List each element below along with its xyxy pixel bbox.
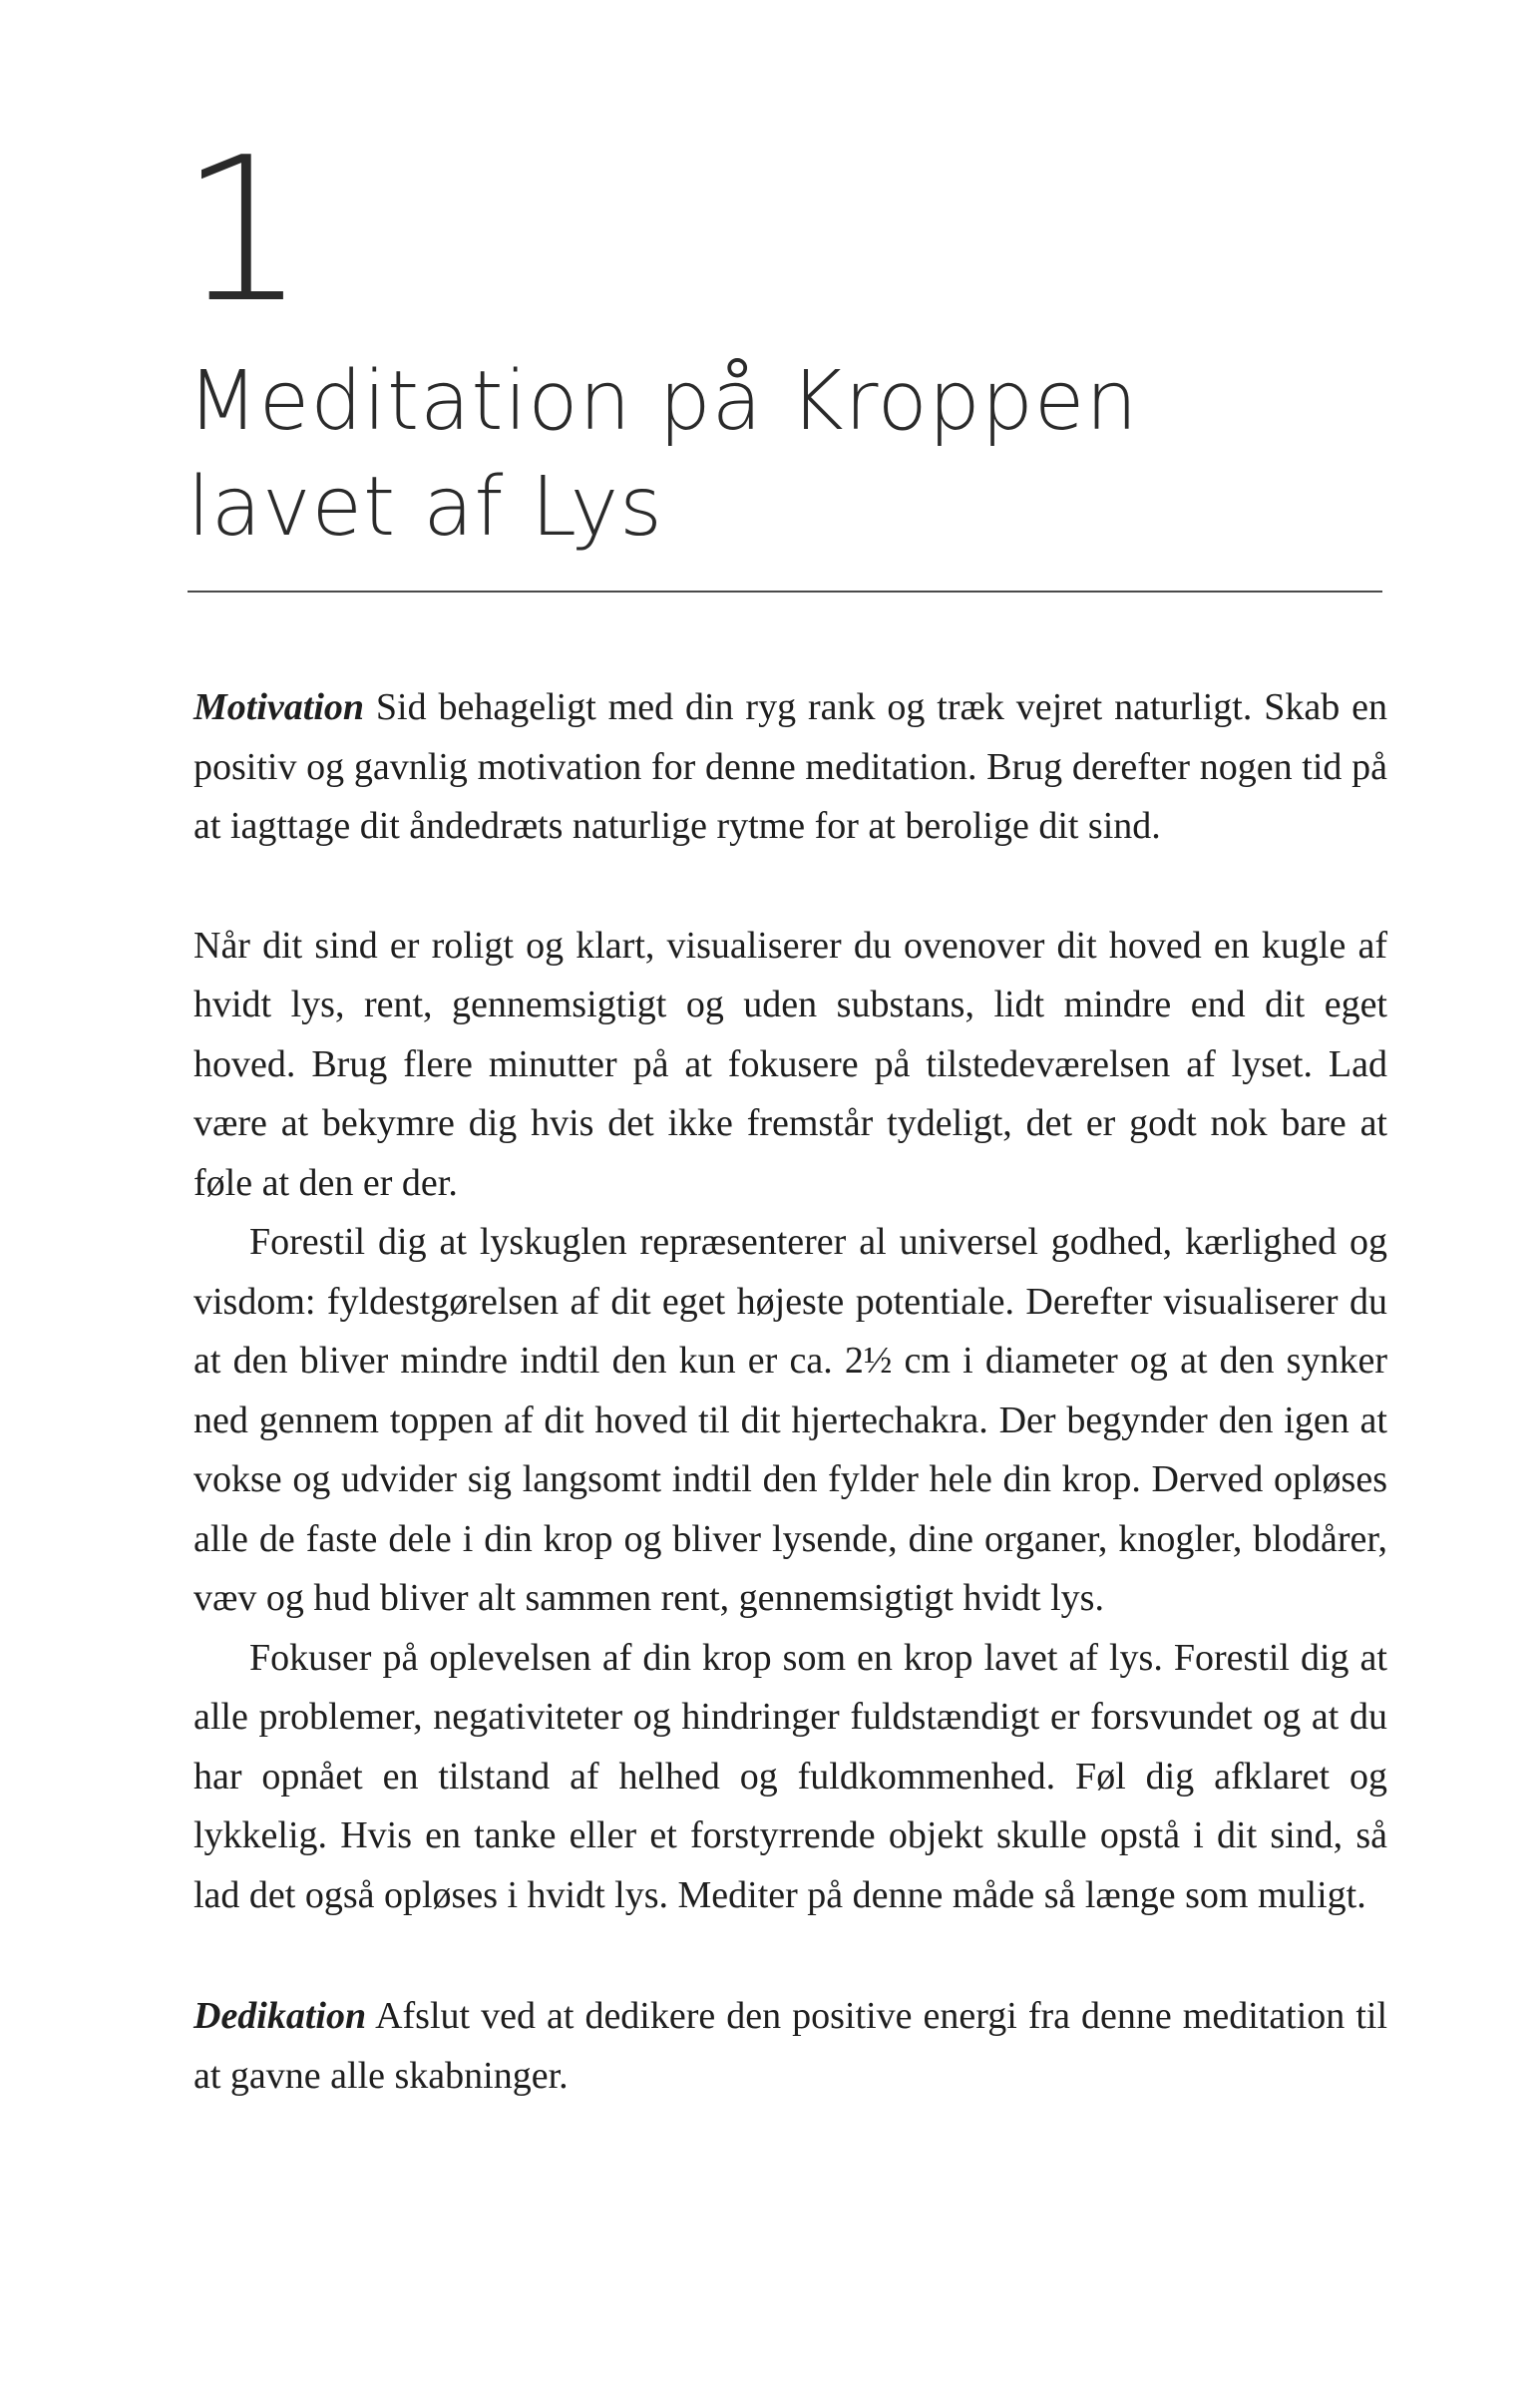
dedication-paragraph xyxy=(193,1987,1387,2106)
chapter-title xyxy=(188,349,1384,561)
title-divider xyxy=(188,591,1382,593)
motivation-text: Sid behageligt med din ryg rank og træk vejret naturligt. Skab en positiv og gavnlig motivation for denne meditation. Brug derefter nogen tid på at iagttage dit åndedræts naturlige rytme for at berolige dit sind. xyxy=(193,686,1388,847)
chapter-title-line-1: Meditation på Kroppen xyxy=(188,354,1139,449)
body-paragraph-1: Når dit sind er roligt og klart, visualiserer du ovenover dit hoved en kugle af hvidt lys, rent, gennemsigtigt og uden substans, lidt mindre end dit eget hoved. Brug flere minutter på at fokusere på tilstedeværelsen af lyset. Lad være at bekymre dig hvis det ikke fremstår tydeligt, det er godt nok bare at føle at den er der. xyxy=(193,924,1387,1204)
body-paragraph-3: Fokuser på oplevelsen af din krop som en krop lavet af lys. Forestil dig at alle problemer, negativiteter og hindringer fuldstændigt er forsvundet og at du har opnået en tilstand af helhed og fuldkommenhed. Føl dig afklaret og lykkelig. Hvis en tanke eller et forstyrrende objekt skulle opstå i dit sind, så lad det også opløses i hvidt lys. Mediter på denne måde så længe som muligt. xyxy=(193,1636,1387,1916)
dedication-label: Dedikation xyxy=(193,1995,367,2037)
chapter-body xyxy=(193,678,1387,2106)
chapter-number: 1 xyxy=(180,115,307,347)
chapter-title-line-2: lavet af Lys xyxy=(188,460,663,555)
motivation-paragraph xyxy=(193,678,1387,857)
dedication-text: Afslut ved at dedikere den positive energi fra denne meditation til at gavne alle skabninger. xyxy=(193,1995,1387,2097)
body-paragraph-2: Forestil dig at lyskuglen repræsenterer al universel godhed, kærlighed og visdom: fyldestgørelsen af dit eget højeste potentiale. Derefter visualiserer du at den bliver mindre indtil den kun er ca. 2½ cm i diameter og at den synker ned gennem toppen af dit hoved til dit hjertechakra. Der begynder den igen at vokse og udvider sig langsomt indtil den fylder hele din krop. Derved opløses alle de faste dele i din krop og bliver lysende, dine organer, knogler, blodårer, væv og hud bliver alt sammen rent, gennemsigtigt hvidt lys. xyxy=(193,1221,1387,1619)
motivation-label: Motivation xyxy=(193,686,365,728)
